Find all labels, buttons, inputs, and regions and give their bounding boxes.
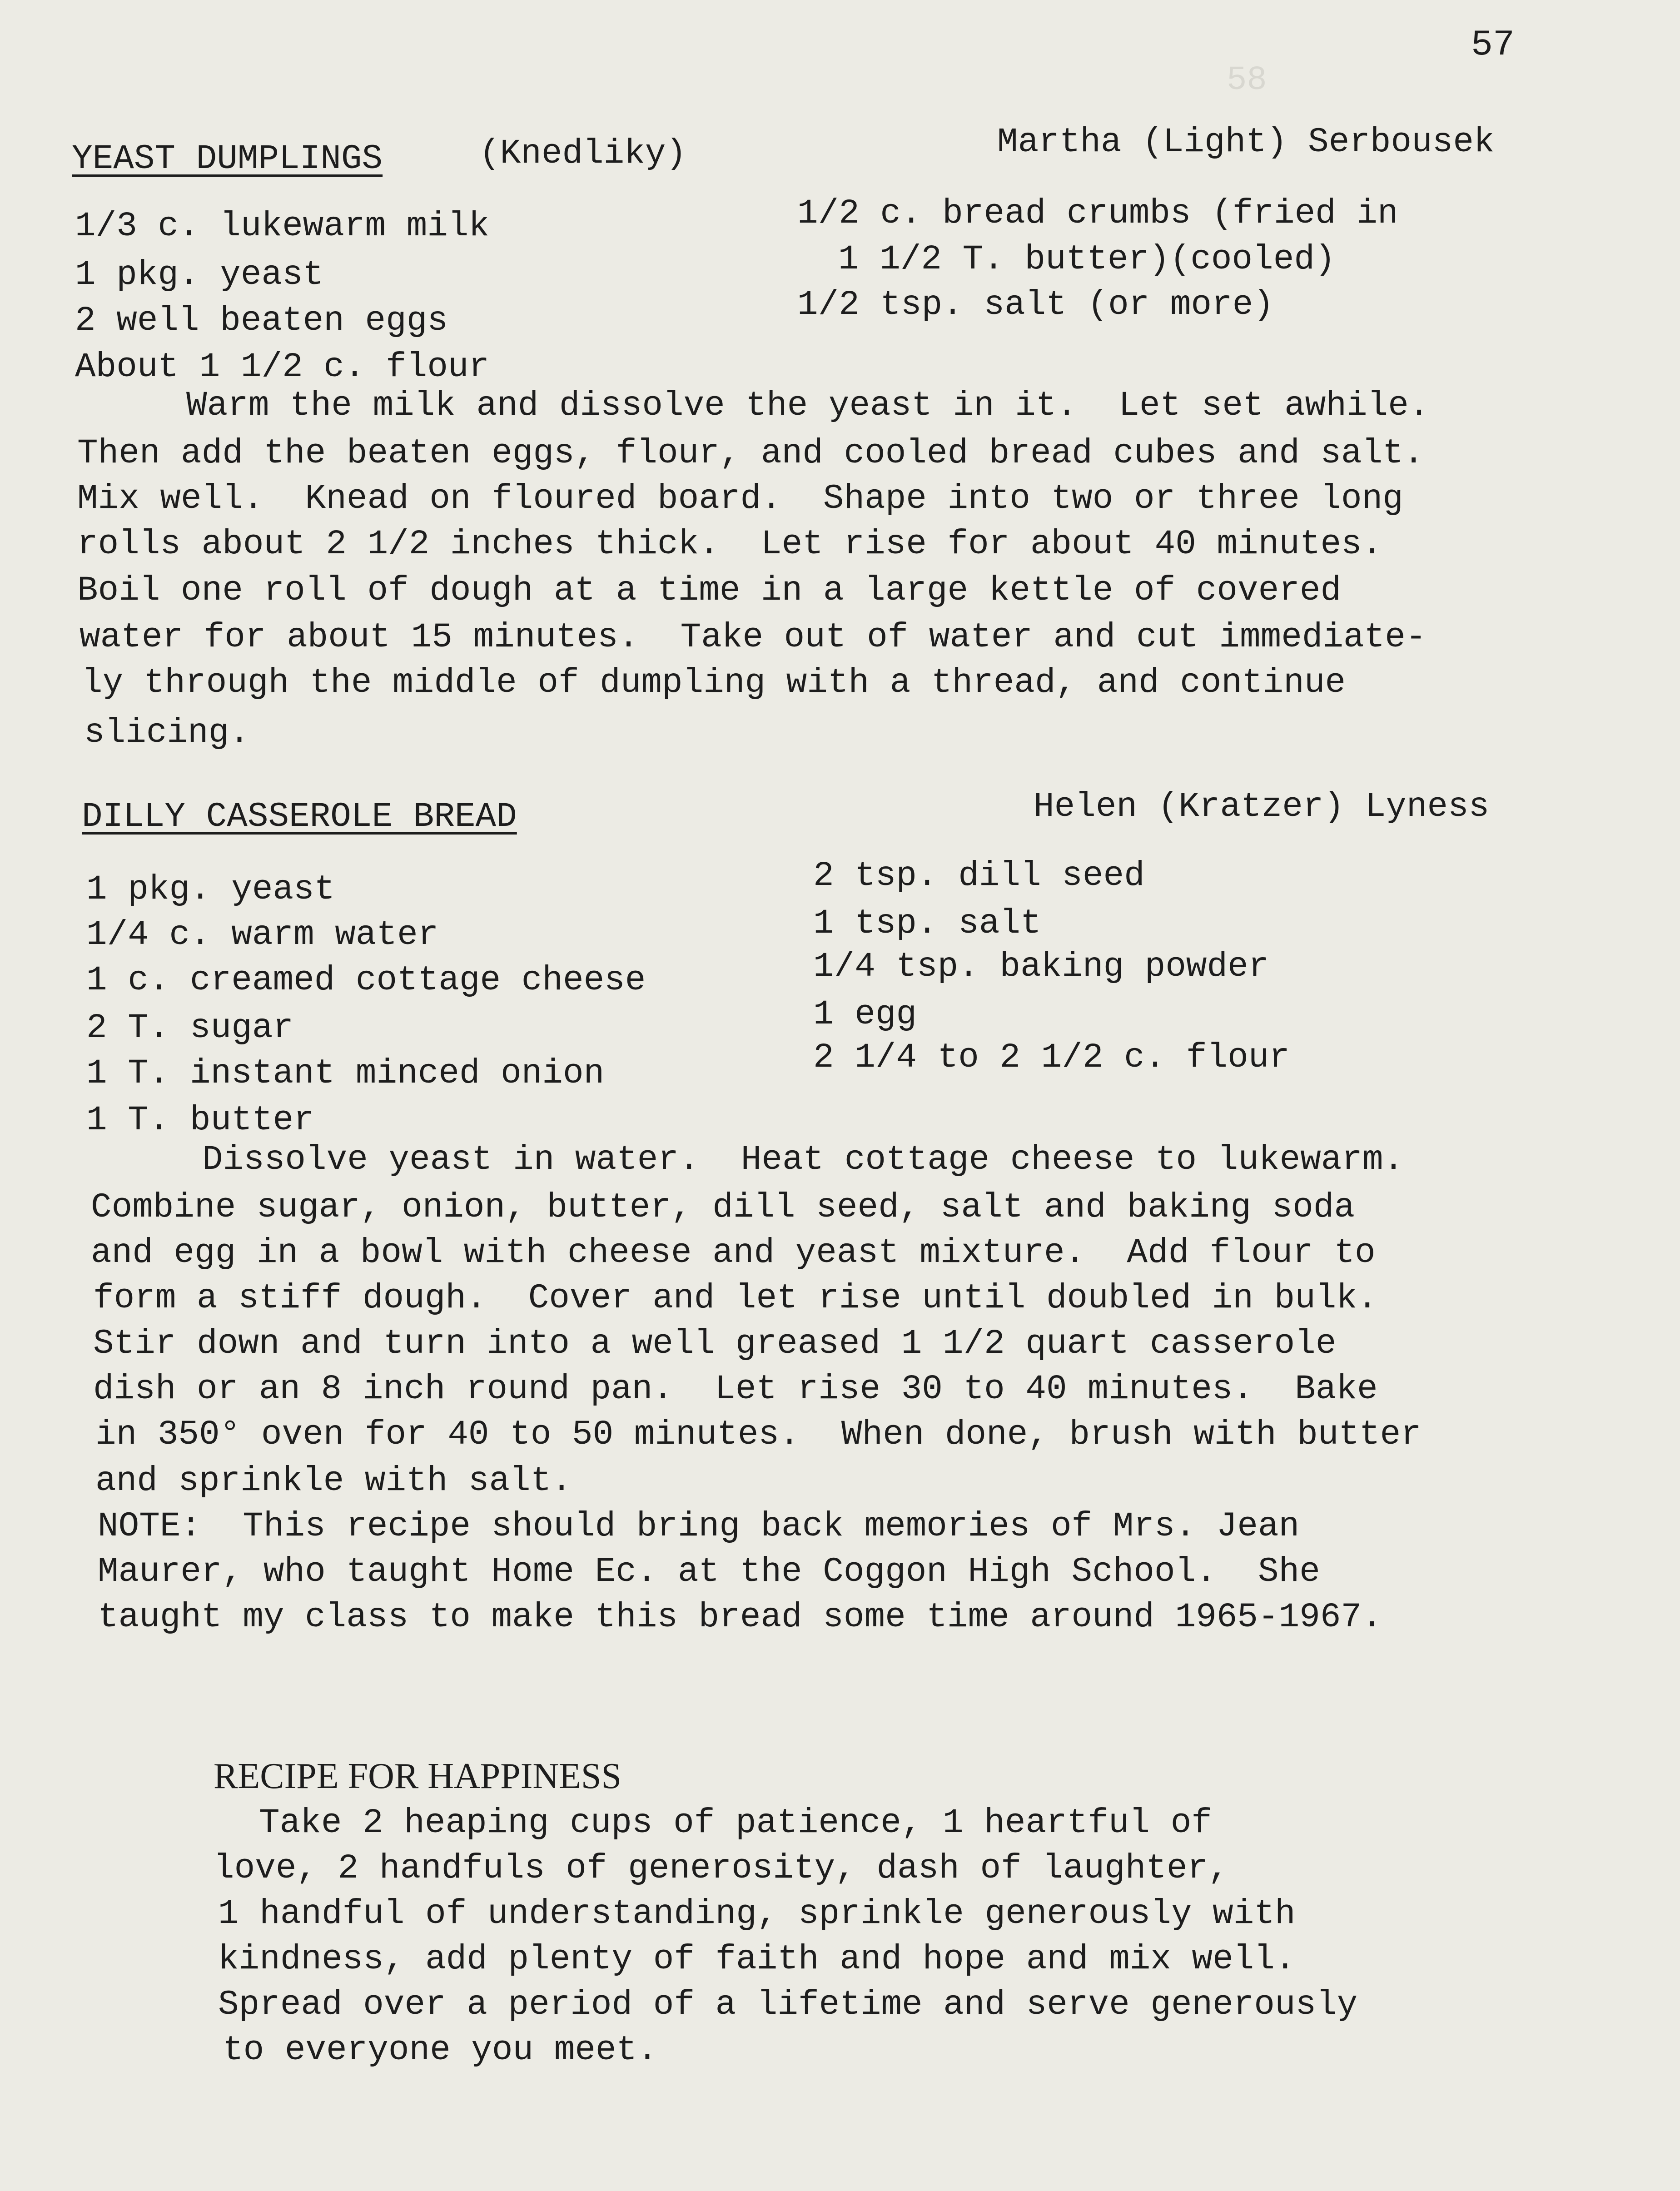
poem-line: kindness, add plenty of faith and hope and mix well. [218,1940,1296,1979]
recipe-title: YEAST DUMPLINGS [72,139,383,179]
direction-line: slicing. [84,713,250,752]
page-number: 57 [1471,25,1515,66]
bleed-through-page-number: 58 [1227,61,1267,99]
poem-line: Take 2 heaping cups of patience, 1 heartful of [259,1803,1212,1843]
ingredient-left: 1 pkg. yeast [75,255,324,294]
ingredient-left: 1/4 c. warm water [86,915,439,954]
ingredient-right: 1 egg [813,995,917,1034]
direction-line: ly through the middle of dumpling with a thread, and continue [82,663,1346,702]
direction-line: Then add the beaten eggs, flour, and cooled bread cubes and salt. [77,434,1424,473]
ingredient-left: 1 T. butter [86,1101,314,1140]
note-line: NOTE: This recipe should bring back memories of Mrs. Jean [98,1507,1300,1546]
ingredient-right: 1/4 tsp. baking powder [813,947,1269,986]
direction-line: Mix well. Knead on floured board. Shape into two or three long [77,479,1403,518]
direction-line: form a stiff dough. Cover and let rise until doubled in bulk. [93,1279,1378,1318]
ingredient-left: 2 well beaten eggs [75,301,448,340]
ingredient-left: About 1 1/2 c. flour [75,348,490,387]
ingredient-right: 1 1/2 T. butter)(cooled) [838,240,1336,279]
ingredient-right: 2 1/4 to 2 1/2 c. flour [813,1038,1290,1077]
note-line: taught my class to make this bread some time around 1965-1967. [98,1598,1382,1637]
ingredient-right: 1/2 c. bread crumbs (fried in [797,194,1398,233]
note-line: Maurer, who taught Home Ec. at the Coggon High School. She [98,1552,1320,1591]
recipe-title: DILLY CASSEROLE BREAD [82,797,517,836]
ingredient-right: 1 tsp. salt [813,904,1041,943]
recipe-title: RECIPE FOR HAPPINESS [214,1756,622,1796]
poem-line: love, 2 handfuls of generosity, dash of laughter, [214,1849,1229,1888]
ingredient-right: 1/2 tsp. salt (or more) [797,285,1274,324]
direction-line: Combine sugar, onion, butter, dill seed, salt and baking soda [91,1188,1355,1227]
direction-line: and egg in a bowl with cheese and yeast mixture. Add flour to [91,1233,1376,1272]
direction-line: Stir down and turn into a well greased 1 1/2 quart casserole [93,1324,1337,1363]
direction-line: and sprinkle with salt. [95,1461,572,1500]
poem-line: Spread over a period of a lifetime and serve generously [218,1985,1358,2024]
direction-line: Warm the milk and dissolve the yeast in it. Let set awhile. [186,386,1430,425]
poem-line: 1 handful of understanding, sprinkle generously with [218,1894,1296,1933]
direction-line: water for about 15 minutes. Take out of water and cut immediate- [80,618,1427,657]
direction-line: rolls about 2 1/2 inches thick. Let rise for about 40 minutes. [77,525,1383,564]
ingredient-left: 1 c. creamed cottage cheese [86,961,646,1000]
ingredient-right: 2 tsp. dill seed [813,856,1145,895]
recipe-author: Helen (Kratzer) Lyness [1034,787,1490,826]
recipe-subtitle: (Knedliky) [479,134,687,173]
ingredient-left: 1 pkg. yeast [86,870,335,909]
poem-line: to everyone you meet. [223,2031,658,2070]
ingredient-left: 1 T. instant minced onion [86,1054,605,1093]
direction-line: in 350° oven for 40 to 50 minutes. When done, brush with butter [95,1415,1422,1454]
ingredient-left: 2 T. sugar [86,1009,294,1048]
ingredient-left: 1/3 c. lukewarm milk [75,207,490,246]
direction-line: dish or an 8 inch round pan. Let rise 30 to 40 minutes. Bake [93,1370,1378,1409]
direction-line: Dissolve yeast in water. Heat cottage cheese to lukewarm. [202,1140,1404,1179]
recipe-author: Martha (Light) Serbousek [997,123,1495,162]
direction-line: Boil one roll of dough at a time in a large kettle of covered [77,571,1342,610]
